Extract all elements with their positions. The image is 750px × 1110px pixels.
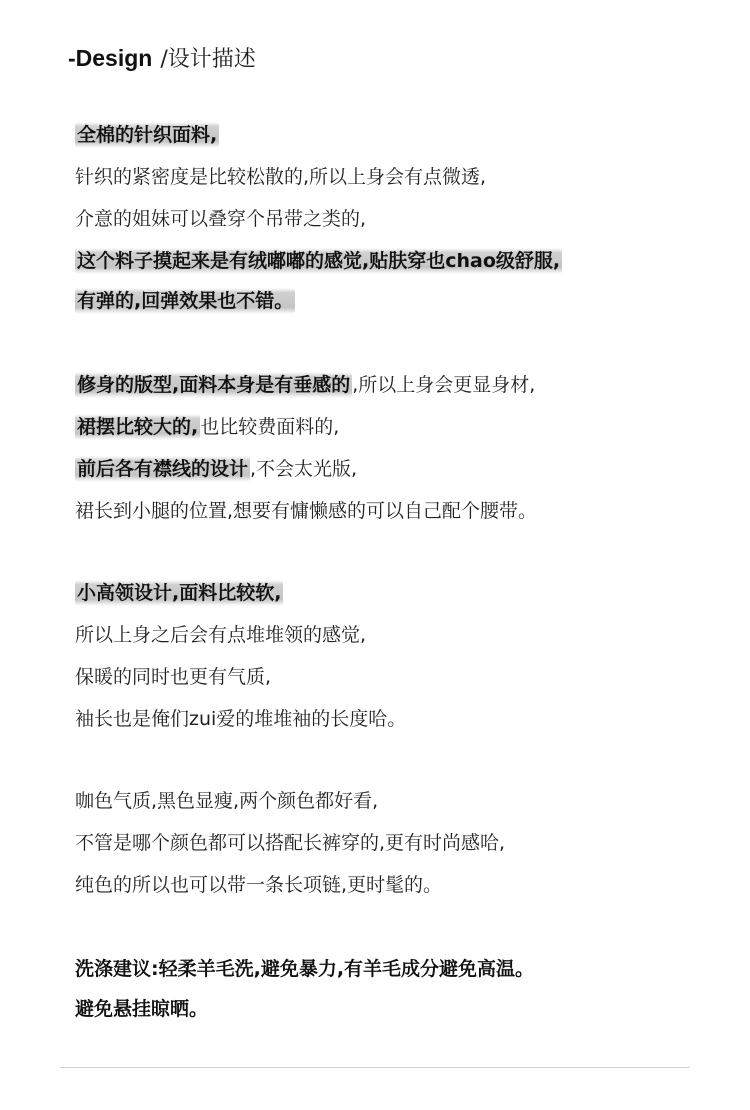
section2-line3-highlight: 前后各有襟线的设计: [77, 458, 249, 480]
design-header: [68, 42, 256, 74]
section2-line3: [75, 454, 357, 484]
section3-line4: 袖长也是俺们zui爱的堆堆袖的长度哈。: [75, 708, 407, 730]
section2-line2: [75, 412, 339, 442]
section4-line1: 咖色气质,黑色显瘦,两个颜色都好看,: [75, 790, 379, 812]
section2-line3-rest: ,不会太光版,: [250, 458, 358, 480]
section1-line2: 针织的紧密度是比较松散的,所以上身会有点微透,: [75, 166, 487, 188]
section1-heading-text: 全棉的针织面料,: [77, 124, 218, 146]
section2-line2-highlight: 裙摆比较大的,: [77, 416, 199, 438]
section2-line2-rest: 也比较费面料的,: [200, 416, 340, 438]
section1-line3: 介意的姐妹可以叠穿个吊带之类的,: [75, 208, 367, 230]
section2-line1-rest: ,所以上身会更显身材,: [352, 374, 536, 396]
section2-line4: 裙长到小腿的位置,想要有慵懒感的可以自己配个腰带。: [75, 500, 538, 522]
section1-line5-text: 有弹的,回弹效果也不错。: [77, 290, 294, 312]
section1-line5: [75, 286, 295, 316]
design-title-en: -Design: [68, 45, 153, 71]
design-title-cn: /设计描述: [160, 47, 256, 72]
care-instructions-line1: 洗涤建议:轻柔羊毛洗,避免暴力,有羊毛成分避免高温。: [75, 958, 535, 980]
section3-line2: 所以上身之后会有点堆堆领的感觉,: [75, 624, 367, 646]
section2-line1: [75, 370, 535, 400]
care-instructions-line2: 避免悬挂晾晒。: [75, 998, 209, 1020]
section4-line2: 不管是哪个颜色都可以搭配长裤穿的,更有时尚感哈,: [75, 832, 506, 854]
bottom-divider: [60, 1067, 690, 1068]
section2-line1-highlight: 修身的版型,面料本身是有垂感的: [77, 374, 351, 396]
section3-heading-text: 小高领设计,面料比较软,: [77, 582, 282, 604]
section1-line4-text: 这个料子摸起来是有绒嘟嘟的感觉,贴肤穿也chao级舒服,: [77, 250, 561, 272]
section4-line3: 纯色的所以也可以带一条长项链,更时髦的。: [75, 874, 443, 896]
section3-heading: [75, 578, 283, 608]
section3-line3: 保暖的同时也更有气质,: [75, 666, 272, 688]
section1-line4: [75, 246, 562, 276]
section1-heading: [75, 120, 219, 150]
